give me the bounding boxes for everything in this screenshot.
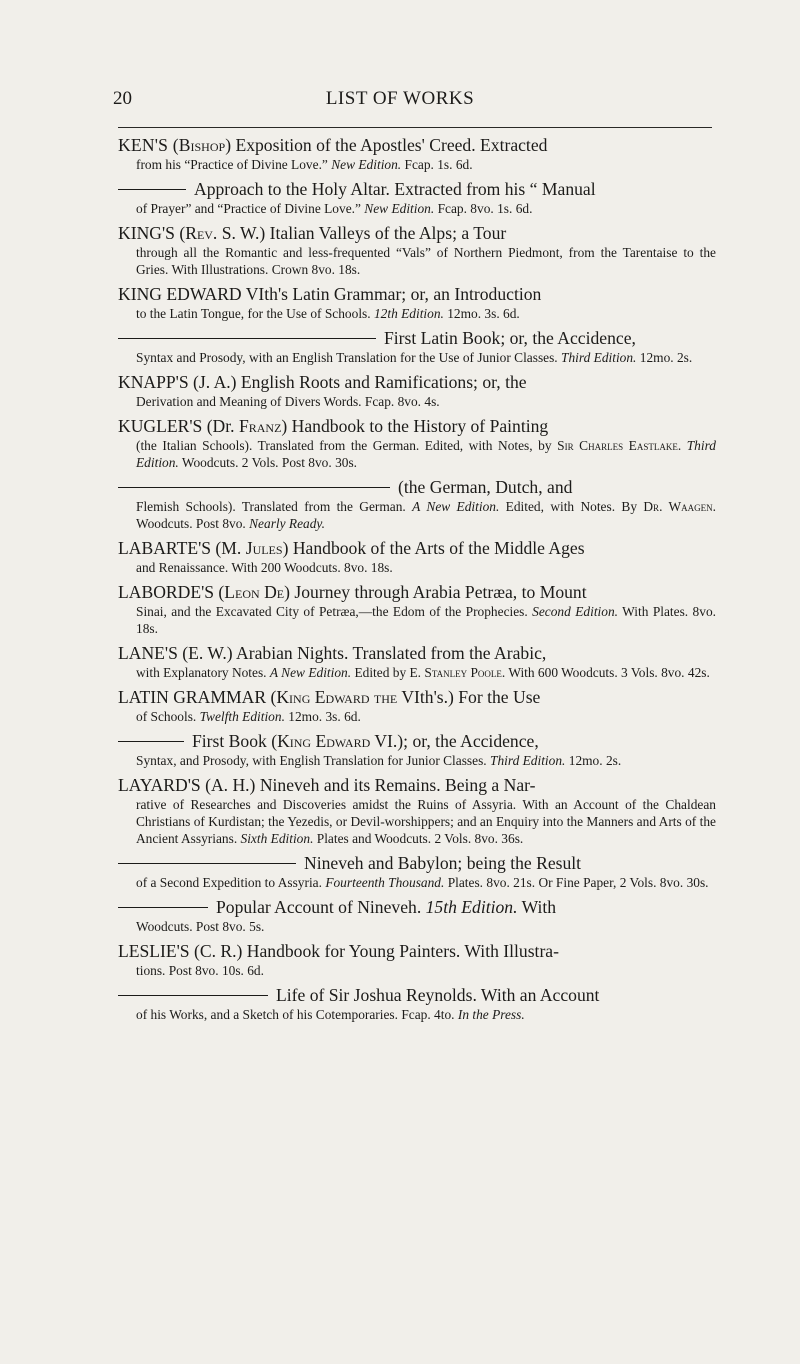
entry-detail-tail: 12mo. 2s. xyxy=(565,753,622,768)
entry-detail: through all the Romantic and less-frequented “Vals” of Northern Piedmont, from the Tarentaise to the Gries. With Illustrations. Crown 8vo. 18s. xyxy=(136,245,716,277)
entry-heading: LATIN GRAMMAR ( xyxy=(118,687,277,707)
entry-detail: and Renaissance. With 200 Woodcuts. 8vo. 18s. xyxy=(136,560,393,575)
entry-heading-rest: ) Handbook to the History of Painting xyxy=(281,416,549,436)
entry-detail-tail: Woodcuts. 2 Vols. Post 8vo. 30s. xyxy=(178,455,358,470)
entry-detail-tail: Plates and Woodcuts. 2 Vols. 8vo. 36s. xyxy=(313,831,524,846)
entry-detail-tail: 12mo. 3s. 6d. xyxy=(443,306,520,321)
list-item xyxy=(118,686,716,725)
entry-edition: A New Edition. xyxy=(269,665,352,680)
list-item xyxy=(118,984,716,1023)
entry-heading: KUGLER'S (Dr. xyxy=(118,416,239,436)
entry-heading-rest: ) Exposition of the Apostles' Creed. Extracted xyxy=(225,135,548,155)
entry-detail-tail: Fcap. 1s. 6d. xyxy=(401,157,473,172)
ditto-dash xyxy=(118,189,186,190)
entry-detail: Syntax, and Prosody, with English Translation for Junior Classes. xyxy=(136,753,490,768)
list-item xyxy=(118,774,716,847)
entry-edition: A New Edition. xyxy=(412,499,500,514)
entry-heading-smallcaps: Franz xyxy=(238,416,282,436)
entry-detail: of Schools. xyxy=(136,709,200,724)
entry-edition: Twelfth Edition. xyxy=(199,709,285,724)
entry-heading-rest: ) Handbook of the Arts of the Middle Ages xyxy=(282,538,585,558)
entry-edition: Third Edition. xyxy=(561,350,637,365)
entry-detail: of a Second Expedition to Assyria. xyxy=(136,875,326,890)
entry-detail-mid: Edited by E. xyxy=(351,665,425,680)
list-item xyxy=(118,852,716,891)
entry-detail-tail: 12mo. 3s. 6d. xyxy=(284,709,361,724)
list-item xyxy=(118,327,716,366)
entry-detail-tail: Woodcuts. Post 8vo. xyxy=(136,516,250,531)
ditto-dash xyxy=(118,863,296,864)
entry-heading: KING EDWARD VIth's Latin Grammar; or, an Introduction xyxy=(118,284,542,304)
entry-heading-smallcaps: Bishop xyxy=(178,135,226,155)
entry-status: Nearly Ready. xyxy=(249,516,325,531)
page-number: 20 xyxy=(113,88,132,109)
ditto-dash xyxy=(118,487,390,488)
entry-heading: First Latin Book; or, the Accidence, xyxy=(384,328,636,348)
entry-heading-smallcaps: King Edward xyxy=(277,731,371,751)
entry-edition: New Edition. xyxy=(331,157,402,172)
running-head: LIST OF WORKS xyxy=(325,88,475,109)
list-item xyxy=(118,730,716,769)
entry-heading: (the German, Dutch, and xyxy=(398,477,573,497)
entry-heading-rest: VIth's.) For the Use xyxy=(397,687,541,707)
entry-edition: New Edition. xyxy=(364,201,435,216)
entry-heading: LABORDE'S ( xyxy=(118,582,225,602)
entry-heading-smallcaps: King Edward the xyxy=(276,687,398,707)
entry-edition: Third Edition. xyxy=(490,753,566,768)
ditto-dash xyxy=(118,907,208,908)
entry-edition: Fourteenth Thousand. xyxy=(325,875,445,890)
entry-detail: Woodcuts. Post 8vo. 5s. xyxy=(136,919,265,934)
list-item xyxy=(118,476,716,532)
list-item xyxy=(118,178,716,217)
entry-detail: Syntax and Prosody, with an English Translation for the Use of Junior Classes. xyxy=(136,350,562,365)
entry-detail: to the Latin Tongue, for the Use of Schools. xyxy=(136,306,374,321)
entry-status: In the Press. xyxy=(457,1007,525,1022)
list-item xyxy=(118,896,716,935)
ditto-dash xyxy=(118,741,184,742)
entry-detail-tail: With 600 Woodcuts. 3 Vols. 8vo. 42s. xyxy=(505,665,710,680)
list-item xyxy=(118,134,716,173)
entry-heading: LABARTE'S (M. xyxy=(118,538,246,558)
entry-detail: Flemish Schools). Translated from the German. xyxy=(136,499,413,514)
entry-heading-smallcaps: Jules xyxy=(245,538,283,558)
entry-editor: Stanley Poole. xyxy=(424,665,506,680)
entry-edition: 15th Edition. xyxy=(425,897,518,917)
entry-heading: LESLIE'S (C. R.) Handbook for Young Painters. With Illustra- xyxy=(118,941,559,961)
entry-detail: Sinai, and the Excavated City of Petræa,—the Edom of the Prophecies. xyxy=(136,604,533,619)
list-item xyxy=(118,222,716,278)
entry-heading: LANE'S (E. W.) Arabian Nights. Translated from the Arabic, xyxy=(118,643,547,663)
list-item xyxy=(118,371,716,410)
entry-detail: rative of Researches and Discoveries amidst the Ruins of Assyria. With an Account of the Chaldean Christians of Kurdistan; the Yezedis, or Devil-worshippers; and an Enquiry into the Manners and Arts of the Ancient Assyrians. xyxy=(136,797,716,846)
entry-detail: Derivation and Meaning of Divers Words. Fcap. 8vo. 4s. xyxy=(136,394,440,409)
list-item xyxy=(118,415,716,471)
entry-heading: Approach to the Holy Altar. Extracted from his “ Manual xyxy=(194,179,596,199)
entry-heading-smallcaps: Rev. xyxy=(185,223,218,243)
entry-editor: Dr. Waagen. xyxy=(643,499,716,514)
entry-heading-rest: With xyxy=(517,897,557,917)
list-item xyxy=(118,642,716,681)
entry-heading: Life of Sir Joshua Reynolds. With an Account xyxy=(276,985,600,1005)
list-item xyxy=(118,537,716,576)
entry-edition: Second Edition. xyxy=(532,604,619,619)
list-item xyxy=(118,581,716,637)
entry-edition: Third Edition. xyxy=(136,438,717,470)
entry-heading-rest: VI.); or, the Accidence, xyxy=(370,731,539,751)
entry-detail: tions. Post 8vo. 10s. 6d. xyxy=(136,963,264,978)
list-item xyxy=(118,283,716,322)
entry-detail-tail: Plates. 8vo. 21s. Or Fine Paper, 2 Vols. 8vo. 30s. xyxy=(444,875,709,890)
entry-heading: KNAPP'S (J. A.) English Roots and Ramifications; or, the xyxy=(118,372,527,392)
entry-heading: KEN'S ( xyxy=(118,135,179,155)
entry-heading: LAYARD'S (A. H.) Nineveh and its Remains. Being a Nar- xyxy=(118,775,536,795)
entry-editor: Sir Charles Eastlake. xyxy=(557,438,682,453)
entry-detail-mid: Edited, with Notes. By xyxy=(499,499,644,514)
ditto-dash xyxy=(118,338,376,339)
entry-detail-tail: 12mo. 2s. xyxy=(636,350,693,365)
header-rule xyxy=(118,127,712,128)
entry-heading: Nineveh and Babylon; being the Result xyxy=(304,853,582,873)
entry-detail: of Prayer” and “Practice of Divine Love.” xyxy=(136,201,365,216)
entry-heading: Popular Account of Nineveh. xyxy=(216,897,426,917)
works-list xyxy=(118,134,716,1028)
entry-edition: 12th Edition. xyxy=(373,306,444,321)
entry-detail-tail: With Plates. 8vo. 18s. xyxy=(136,604,716,636)
entry-edition: Sixth Edition. xyxy=(240,831,314,846)
entry-detail: of his Works, and a Sketch of his Cotemporaries. Fcap. 4to. xyxy=(136,1007,458,1022)
entry-heading-smallcaps: Leon De xyxy=(224,582,285,602)
entry-detail: with Explanatory Notes. xyxy=(136,665,270,680)
entry-detail: (the Italian Schools). Translated from the German. Edited, with Notes, by xyxy=(136,438,558,453)
entry-detail: from his “Practice of Divine Love.” xyxy=(136,157,332,172)
list-item xyxy=(118,940,716,979)
entry-heading: KING'S ( xyxy=(118,223,186,243)
entry-detail-tail: Fcap. 8vo. 1s. 6d. xyxy=(434,201,533,216)
entry-heading-rest: ) Journey through Arabia Petræa, to Mount xyxy=(284,582,587,602)
entry-heading-rest: S. W.) Italian Valleys of the Alps; a Tour xyxy=(217,223,507,243)
ditto-dash xyxy=(118,995,268,996)
entry-heading: First Book ( xyxy=(192,731,278,751)
